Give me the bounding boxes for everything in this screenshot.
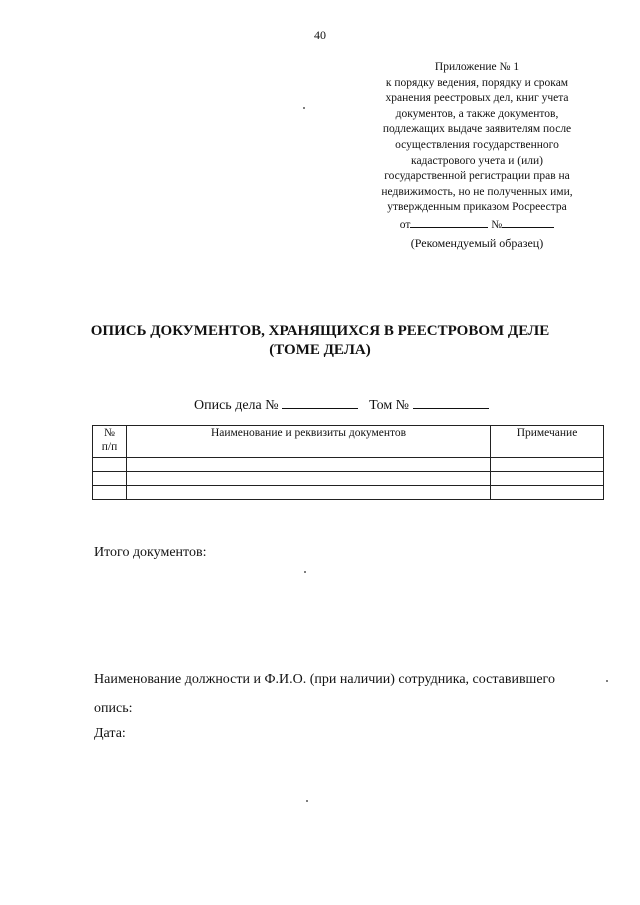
appendix-line: кадастрового учета и (или) <box>411 154 543 167</box>
document-title <box>80 322 560 360</box>
signer-label-line-2: опись: <box>94 701 133 716</box>
table-cell <box>93 486 127 500</box>
table-cell <box>127 486 491 500</box>
table-cell <box>491 472 604 486</box>
documents-table <box>92 425 604 500</box>
table-cell <box>93 472 127 486</box>
total-documents-label: Итого документов: <box>94 545 207 560</box>
table-cell <box>93 458 127 472</box>
order-number-prefix: № <box>491 218 503 231</box>
case-number-blank <box>282 394 358 409</box>
column-header-number: № п/п <box>93 426 127 458</box>
date-label: Дата: <box>94 726 126 741</box>
appendix-line: утвержденным приказом Росреестра <box>387 201 567 214</box>
table-header-row <box>93 426 604 458</box>
volume-number-label: Том № <box>369 398 410 413</box>
order-date-prefix: от <box>399 218 411 231</box>
appendix-line: Приложение № 1 <box>434 61 520 73</box>
table-row <box>93 472 604 486</box>
table-cell <box>491 486 604 500</box>
table-row <box>93 458 604 472</box>
scan-speck <box>606 680 608 682</box>
appendix-block <box>360 60 594 234</box>
case-number-label: Опись дела № <box>194 398 279 413</box>
scan-speck <box>306 800 308 802</box>
column-header-note: Примечание <box>491 426 604 458</box>
order-date-line <box>360 216 594 234</box>
table-row <box>93 486 604 500</box>
volume-number-blank <box>413 394 489 409</box>
table-cell <box>491 458 604 472</box>
appendix-line: подлежащих выдаче заявителям после <box>382 123 572 136</box>
title-line-1: ОПИСЬ ДОКУМЕНТОВ, ХРАНЯЩИХСЯ В РЕЕСТРОВОМ ДЕЛЕ <box>90 323 550 339</box>
appendix-line: к порядку ведения, порядку и срокам <box>385 76 569 89</box>
appendix-line: хранения реестровых дел, книг учета <box>385 92 569 105</box>
appendix-line: государственной регистрации прав на <box>384 170 570 183</box>
page-number: 40 <box>314 28 326 42</box>
title-line-2: (ТОМЕ ДЕЛА) <box>269 342 371 358</box>
signer-label-line-1: Наименование должности и Ф.И.О. (при наличии) сотрудника, составившего <box>94 672 555 687</box>
scan-speck <box>304 571 306 573</box>
scan-speck <box>303 107 305 109</box>
appendix-line: документов, а также документов, <box>395 107 559 120</box>
appendix-line: осуществления государственного <box>395 138 559 151</box>
order-number-blank <box>502 216 554 228</box>
column-header-document: Наименование и реквизиты документов <box>127 426 491 458</box>
appendix-line: недвижимость, но не полученных ими, <box>381 185 573 198</box>
inventory-row <box>194 394 489 414</box>
table-cell <box>127 472 491 486</box>
sample-note: (Рекомендуемый образец) <box>410 236 544 250</box>
order-date-blank <box>410 216 488 228</box>
table-cell <box>127 458 491 472</box>
